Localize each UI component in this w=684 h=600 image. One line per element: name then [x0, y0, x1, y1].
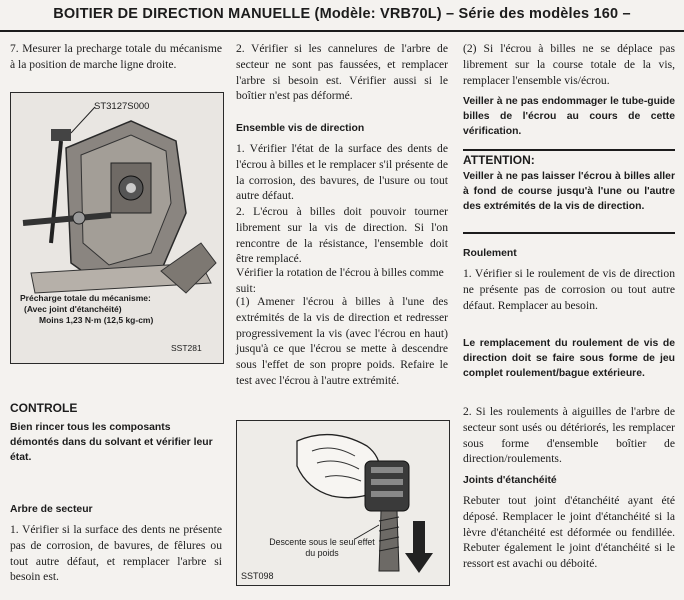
warning-text: Veiller à ne pas endommager le tube-guide billes de l'écrou au cours de cette vérification. [463, 96, 675, 137]
figure-code: SST281 [171, 343, 202, 353]
joints-text: Rebuter tout joint d'étanchéité ayant été déposé. Remplacer le joint d'étanchéité si la lèvre d'étanchéité est déformée ou fendillée. Rebuter également le joint d'étanchéité si le ressort est avachi ou déboité. [463, 494, 675, 571]
figure-caption-line2: (Avec joint d'étanchéité) [24, 304, 122, 314]
joints-heading: Joints d'étanchéité [463, 475, 557, 486]
page-header [0, 0, 684, 36]
ensemble-para-4: (1) Amener l'écrou à billes à l'une des extrémités de la vis de direction et redresser progressivement la vis (avec l'écrou en haut) jusqu'à ce que l'écrou se mette à descendre sous l'effet de son propre poids. Refaire le test avec l'écrou à l'autre extrémité. [236, 295, 448, 387]
ensemble-para-2: 2. L'écrou à billes doit pouvoir tourner librement sur la vis de direction. Si l'on rencontre de la résistance, l'ensemble doit être remplacé. [236, 205, 448, 266]
attention-rule-bottom [463, 232, 675, 234]
figure2-code: SST098 [241, 571, 274, 581]
right-para-2: (2) Si l'écrou à billes ne se déplace pas librement sur la course totale de la vis, remplacer l'ensemble vis/écrou. [463, 42, 675, 87]
attention-text: Veiller à ne pas laisser l'écrou à billes aller à fond de course jusqu'à l'une ou l'autre des extrémités de la vis de direction. [463, 171, 675, 212]
figure-preload-measurement [10, 92, 224, 364]
arbre-text: 1. Vérifier si la surface des dents ne présente pas de corrosion, de bavures, de fêlures ou tout autre défaut, et remplacer l'arbre si besoin est. [10, 523, 222, 584]
roulement-heading: Roulement [463, 248, 517, 259]
controle-text: Bien rincer tous les composants démontés dans du solvant et vérifier leur état. [10, 422, 213, 463]
ensemble-heading: Ensemble vis de direction [236, 123, 365, 134]
ensemble-para-1: 1. Vérifier l'état de la surface des dents de l'écrou à billes et le remplacer s'il présente de la corrosion, des bavures, de l'usure ou tout autre défaut. [236, 142, 448, 203]
attention-rule-top [463, 149, 675, 151]
controle-heading: CONTROLE [10, 401, 78, 415]
figure-caption-line3: Moins 1,23 N·m (12,5 kg-cm) [39, 315, 154, 325]
attention-heading: ATTENTION: [463, 153, 535, 167]
figure2-caption: Descente sous le seul effet du poids [269, 537, 375, 558]
roulement-bold-note: Le remplacement du roulement de vis de direction doit se faire sous forme de jeu complet roulement/bague extérieure. [463, 338, 675, 379]
figure-ball-nut-descent [236, 420, 450, 586]
step-7-text: 7. Mesurer la precharge totale du mécanisme à la position de marche ligne droite. [10, 42, 222, 71]
step-2-text: 2. Vérifier si les cannelures de l'arbre de secteur ne sont pas faussées, et remplacer l'arbre si besoin est. Vérifier aussi si le boîtier n'est pas déformé. [236, 42, 448, 103]
header-rule [0, 30, 684, 32]
arbre-heading: Arbre de secteur [10, 504, 93, 515]
ensemble-para-3: Vérifier la rotation de l'écrou à billes comme suit: [236, 266, 444, 295]
page-title: BOITIER DE DIRECTION MANUELLE (Modèle: VRB70L) – Série des modèles 160 – [53, 6, 631, 22]
tool-label: ST3127S000 [94, 101, 150, 112]
roulement-para-1: 1. Vérifier si le roulement de vis de direction ne présente pas de corrosion ou tout autre défaut. Remplacer au besoin. [463, 267, 675, 312]
roulement-para-2: 2. Si les roulements à aiguilles de l'arbre de secteur sont usés ou détériorés, les remplacer sous forme d'ensemble boîtier de direction/roulements. [463, 405, 675, 466]
figure-caption-title: Précharge totale du mécanisme: [20, 293, 151, 303]
ball-nut-illustration [237, 421, 449, 585]
